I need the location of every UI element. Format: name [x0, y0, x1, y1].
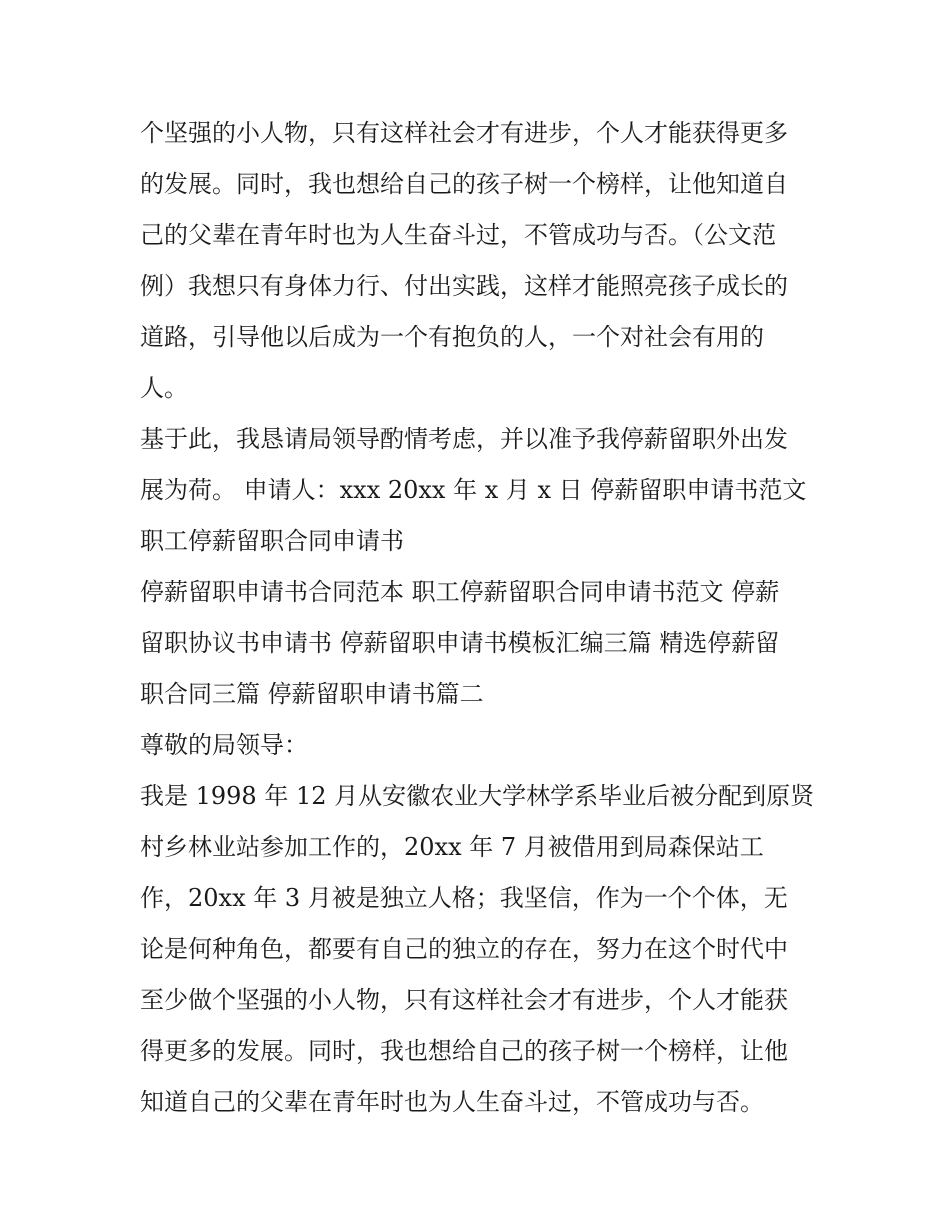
text-line: 例）我想只有身体力行、付出实践，这样才能照亮孩子成长的: [140, 272, 788, 300]
text-line: 留职协议书申请书 停薪留职申请书模板汇编三篇 精选停薪留: [140, 629, 780, 657]
text-line: 己的父辈在青年时也为人生奋斗过，不管成功与否。（公文范: [140, 221, 776, 249]
text-line: 基于此，我恳请局领导酌情考虑，并以准予我停薪留职外出发: [140, 425, 788, 453]
text-line: 我是 1998 年 12 月从安徽农业大学林学系毕业后被分配到原贤: [140, 782, 815, 810]
text-line: 展为荷。 申请人：xxx 20xx 年 x 月 x 日 停薪留职申请书范文: [140, 476, 807, 504]
text-line: 个坚强的小人物，只有这样社会才有进步，个人才能获得更多: [140, 119, 788, 147]
text-line: 的发展。同时，我也想给自己的孩子树一个榜样，让他知道自: [140, 170, 788, 198]
text-line: 停薪留职申请书合同范本 职工停薪留职合同申请书范文 停薪: [140, 578, 780, 606]
text-line: 作，20xx 年 3 月被是独立人格；我坚信，作为一个个体，无: [140, 884, 788, 912]
text-line: 尊敬的局领导：: [140, 731, 308, 759]
text-line: 知道自己的父辈在青年时也为人生奋斗过，不管成功与否。: [140, 1088, 764, 1116]
text-line: 道路，引导他以后成为一个有抱负的人，一个对社会有用的: [140, 323, 764, 351]
text-line: 职工停薪留职合同申请书: [140, 527, 404, 555]
text-line: 至少做个坚强的小人物，只有这样社会才有进步，个人才能获: [140, 986, 788, 1014]
document-body: [140, 108, 830, 1128]
text-line: 职合同三篇 停薪留职申请书篇二: [140, 680, 484, 708]
text-line: 论是何种角色，都要有自己的独立的存在，努力在这个时代中: [140, 935, 788, 963]
text-line: 人。: [140, 374, 188, 402]
text-line: 得更多的发展。同时，我也想给自己的孩子树一个榜样，让他: [140, 1037, 788, 1065]
text-line: 村乡林业站参加工作的，20xx 年 7 月被借用到局森保站工: [140, 833, 764, 861]
